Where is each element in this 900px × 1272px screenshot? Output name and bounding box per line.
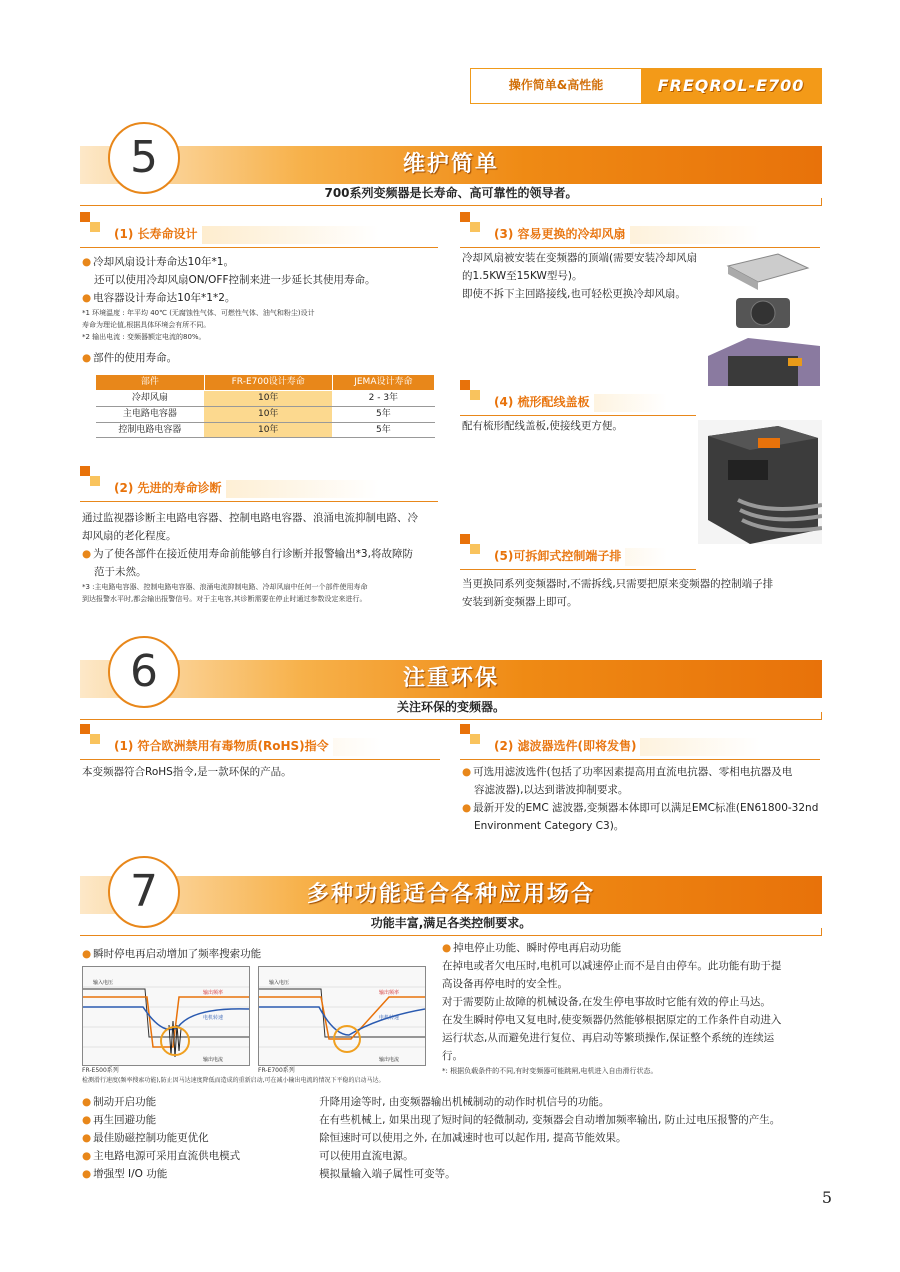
text: ● 可选用滤波选件(包括了功率因素提高用直流电抗器、零相电抗器及电: [462, 766, 793, 778]
text: 即使不拆下主回路接线,也可轻松更换冷却风扇。: [462, 288, 686, 300]
section-title: 注重环保: [80, 660, 822, 698]
text: 行。: [442, 1050, 463, 1062]
section-number: 5: [108, 122, 180, 194]
section-subtitle: 功能丰富,满足各类控制要求。: [80, 914, 822, 936]
section-number: 6: [108, 636, 180, 708]
text: 冷却风扇被安装在变频器的顶端(需要安装冷却风扇: [462, 252, 698, 264]
text: 高设备再停电时的安全性。: [442, 978, 568, 990]
list-item: ● 最佳励磁控制功能更优化 除恒速时可以使用之外, 在加减速时也可以起作用, 提高节能效果。: [82, 1132, 627, 1144]
text: 配有梳形配线盖板,使接线更方便。: [462, 420, 623, 432]
waveform-chart-e500: [82, 966, 250, 1066]
subhead-rohs: (1) 符合欧洲禁用有毒物质(RoHS)指令: [80, 734, 440, 760]
subhead-terminal: (5)可拆卸式控制端子排: [460, 544, 696, 570]
text: ● 电容器设计寿命达10年*1*2。: [82, 292, 236, 304]
text: 在掉电或者欠电压时,电机可以减速停止而不是自由停车。此功能有助于提: [442, 960, 782, 972]
text: 安装到新变频器上即可。: [462, 596, 578, 608]
svg-text:输出频率: 输出频率: [203, 990, 224, 996]
text: 本变频器符合RoHS指令,是一款环保的产品。: [82, 766, 292, 778]
inverter-image: [698, 420, 822, 544]
subhead-fan: (3) 容易更换的冷却风扇: [460, 222, 820, 248]
text: 还可以使用冷却风扇ON/OFF控制来进一步延长其使用寿命。: [94, 274, 376, 286]
text: 通过监视器诊断主电路电容器、控制电路电容器、浪涌电流抑制电路、冷: [82, 512, 418, 524]
chart-label: FR-E700系列: [258, 1067, 295, 1074]
text: ● 最新开发的EMC 滤波器,变频器本体即可以满足EMC标准(EN61800-32nd: [462, 802, 819, 814]
subhead-filter: (2) 滤波器选件(即将发售): [460, 734, 820, 760]
svg-text:输出电流: 输出电流: [379, 1057, 400, 1063]
subhead-diagnosis: (2) 先进的寿命诊断: [80, 476, 438, 502]
list-item: ● 制动开启功能 升降用途等时, 由变频器输出机械制动的动作时机信号的功能。: [82, 1096, 610, 1108]
text: ● 部件的使用寿命。: [82, 352, 178, 364]
text: 容滤波器),以达到谐波抑制要求。: [474, 784, 629, 796]
text: ● 掉电停止功能、瞬时停电再启动功能: [442, 942, 622, 954]
waveform-chart-e700: [258, 966, 426, 1066]
text: ● 为了使各部件在接近使用寿命前能够自行诊断并报警输出*3,将故障防: [82, 548, 413, 560]
brand-logo: FREQROL-E700: [641, 69, 821, 103]
text: 在发生瞬时停电又复电时,使变频器仍然能够根据原定的工作条件自动进入: [442, 1014, 782, 1026]
svg-text:输入电压: 输入电压: [269, 980, 290, 986]
svg-text:输出电流: 输出电流: [203, 1057, 224, 1063]
section-subtitle: 700系列变频器是长寿命、高可靠性的领导者。: [80, 184, 822, 206]
section-title: 维护简单: [80, 146, 822, 184]
text: 的1.5KW至15KW型号)。: [462, 270, 583, 282]
text: 对于需要防止故障的机械设备,在发生停电事故时它能有效的停止马达。: [442, 996, 771, 1008]
chart-label: FR-E500系列: [82, 1067, 119, 1074]
text: 范于未然。: [94, 566, 147, 578]
feature-list: [82, 1094, 822, 1184]
footnote: *: 根据负载条件的不同,有时变频器可能跳闸,电机进入自由滑行状态。: [442, 1067, 658, 1075]
list-item: ● 主电路电源可采用直流供电模式 可以使用直流电源。: [82, 1150, 414, 1162]
svg-text:电机转速: 电机转速: [203, 1015, 224, 1021]
section-number: 7: [108, 856, 180, 928]
subhead-long-life: (1) 长寿命设计: [80, 222, 438, 248]
section-subtitle: 关注环保的变频器。: [80, 698, 822, 720]
svg-text:输出频率: 输出频率: [379, 990, 400, 996]
svg-text:电机转速: 电机转速: [379, 1015, 400, 1021]
header-tab: [470, 68, 822, 104]
subhead-comb-cover: (4) 梳形配线盖板: [460, 390, 696, 416]
table-row: 冷却风扇 10年 2 - 3年: [96, 390, 435, 406]
cooling-fan-image: [708, 246, 820, 386]
footnote: *1 环境温度 : 年平均 40℃ (无腐蚀性气体、可燃性气体、油气和粉尘)设计 寿命为理论值,根据具体环境会有所不同。 *2 输出电流 : 变频器额定电流的80%。: [82, 309, 315, 341]
text: 却风扇的老化程度。: [82, 530, 177, 542]
text: 当更换同系列变频器时,不需拆线,只需要把原来变频器的控制端子排: [462, 578, 774, 590]
text: ● 冷却风扇设计寿命达10年*1。: [82, 256, 234, 268]
list-item: ● 再生回避功能 在有些机械上, 如果出现了短时间的轻微制动, 变频器会自动增加频率输出, 防止过电压报警的产生。: [82, 1114, 781, 1126]
header-tab-left: 操作简单&高性能: [471, 69, 641, 103]
table-row: 控制电路电容器 10年 5年: [96, 422, 435, 438]
footnote: *3 :主电路电容器、控制电路电容器、浪涌电流抑制电路、冷却风扇中任何一个部件使用寿命 到达报警水平时,都会输出报警信号。对于主电容,其诊断需要在停止时通过参数设定来进行。: [82, 583, 368, 603]
list-item: ● 增强型 I/O 功能 模拟量输入端子属性可变等。: [82, 1168, 456, 1180]
page-number: 5: [821, 1188, 832, 1207]
section-title: 多种功能适合各种应用场合: [80, 876, 822, 914]
text: Environment Category C3)。: [474, 820, 625, 832]
lifespan-table: 部件 FR-E700设计寿命 JEMA设计寿命 冷却风扇 10年 2 - 3年 主电路电容器 10年 5年 控制电路电容器 10年 5年: [95, 374, 435, 438]
table-row: 主电路电容器 10年 5年: [96, 406, 435, 422]
text: 运行状态,从而避免进行复位、再启动等繁琐操作,保证整个系统的连续运: [442, 1032, 775, 1044]
svg-text:输入电压: 输入电压: [93, 980, 114, 986]
chart-caption: ● 瞬时停电再启动增加了频率搜索功能: [82, 948, 262, 960]
chart-note: 检测滑行速度(频率搜索功能),防止因马达速度降低而造成的重新启动,可在减小输出电流的情况下平稳的启动马达。: [82, 1077, 385, 1084]
